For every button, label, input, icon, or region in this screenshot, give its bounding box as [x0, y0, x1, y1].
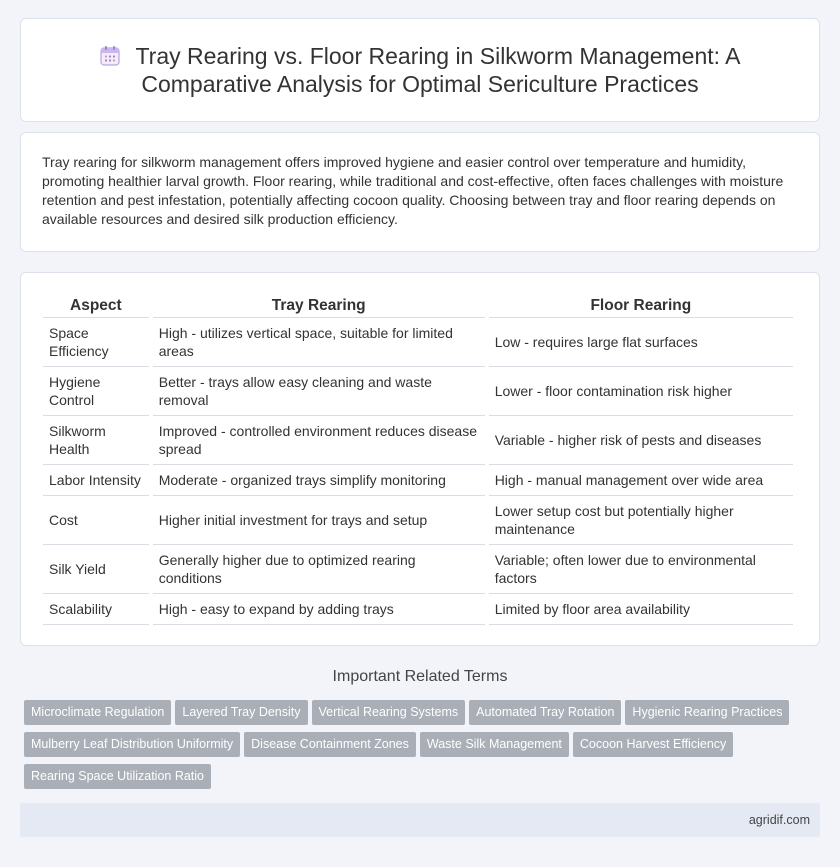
table-row [43, 545, 793, 594]
cell-floor: Low - requires large flat surfaces [489, 318, 793, 367]
term-tag[interactable]: Rearing Space Utilization Ratio [24, 764, 211, 789]
related-terms-title: Important Related Terms [332, 668, 508, 685]
footer [20, 803, 820, 837]
term-tag[interactable]: Hygienic Rearing Practices [625, 700, 789, 725]
table-header-row [43, 294, 793, 318]
header-floor-rearing: Floor Rearing [489, 294, 793, 318]
table-row [43, 594, 793, 625]
cell-tray: Better - trays allow easy cleaning and waste removal [153, 367, 485, 416]
page-title-text: Tray Rearing vs. Floor Rearing in Silkworm Management: A Comparative Analysis for Optimal Sericulture Practices [135, 43, 741, 97]
cell-aspect: Silkworm Health [43, 416, 149, 465]
cell-tray: Higher initial investment for trays and setup [153, 496, 485, 545]
cell-floor: Variable; often lower due to environmental factors [489, 545, 793, 594]
cell-tray: Generally higher due to optimized rearing conditions [153, 545, 485, 594]
intro-paragraph: Tray rearing for silkworm management offers improved hygiene and easier control over temperature and humidity, promoting healthier larval growth. Floor rearing, while traditional and cost-effective, often faces challenges with moisture retention and pest infestation, potentially affecting cocoon quality. Choosing between tray and floor rearing depends on available resources and desired silk production efficiency. [42, 154, 784, 227]
table-row [43, 367, 793, 416]
table-row [43, 416, 793, 465]
cell-floor: High - manual management over wide area [489, 465, 793, 496]
cell-tray: High - utilizes vertical space, suitable for limited areas [153, 318, 485, 367]
table-row [43, 465, 793, 496]
term-tag[interactable]: Microclimate Regulation [24, 700, 171, 725]
term-tag[interactable]: Layered Tray Density [175, 700, 307, 725]
comparison-table [39, 294, 797, 625]
cell-tray: High - easy to expand by adding trays [153, 594, 485, 625]
cell-floor: Variable - higher risk of pests and diseases [489, 416, 793, 465]
cell-tray: Moderate - organized trays simplify monitoring [153, 465, 485, 496]
cell-tray: Improved - controlled environment reduces disease spread [153, 416, 485, 465]
comparison-table-card [20, 272, 820, 646]
cell-floor: Lower setup cost but potentially higher maintenance [489, 496, 793, 545]
term-tag[interactable]: Waste Silk Management [420, 732, 569, 757]
cell-aspect: Labor Intensity [43, 465, 149, 496]
cell-aspect: Hygiene Control [43, 367, 149, 416]
calendar-icon [99, 45, 121, 67]
term-tag[interactable]: Disease Containment Zones [244, 732, 416, 757]
cell-floor: Limited by floor area availability [489, 594, 793, 625]
term-tag[interactable]: Automated Tray Rotation [469, 700, 621, 725]
cell-aspect: Space Efficiency [43, 318, 149, 367]
title-card [20, 18, 820, 122]
cell-aspect: Scalability [43, 594, 149, 625]
term-tag[interactable]: Vertical Rearing Systems [312, 700, 466, 725]
table-row [43, 318, 793, 367]
cell-aspect: Cost [43, 496, 149, 545]
footer-site-link[interactable]: agridif.com [748, 813, 810, 827]
table-row [43, 496, 793, 545]
header-aspect: Aspect [43, 294, 149, 318]
related-terms-list [24, 700, 814, 796]
intro-card [20, 132, 820, 252]
page-title [21, 42, 819, 98]
term-tag[interactable]: Cocoon Harvest Efficiency [573, 732, 733, 757]
header-tray-rearing: Tray Rearing [153, 294, 485, 318]
cell-floor: Lower - floor contamination risk higher [489, 367, 793, 416]
cell-aspect: Silk Yield [43, 545, 149, 594]
term-tag[interactable]: Mulberry Leaf Distribution Uniformity [24, 732, 240, 757]
